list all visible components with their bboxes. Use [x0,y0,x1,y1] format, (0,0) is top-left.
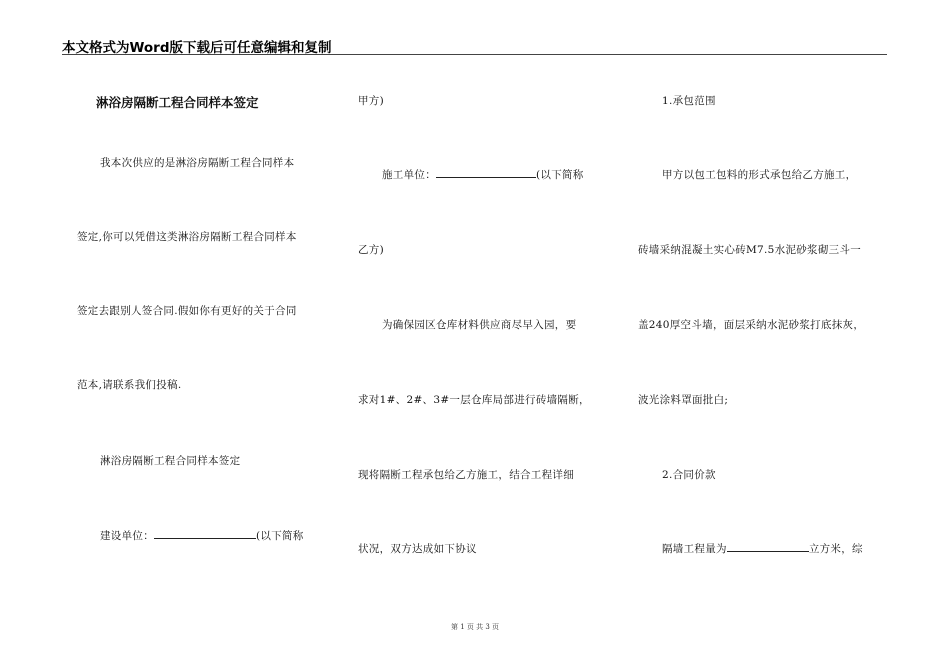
text-column-1 [78,0,318,672]
paragraph-line: 现将隔断工程承包给乙方施工，结合工程详细 [358,469,574,481]
party-a-blank-field [154,528,256,539]
party-b-blank-field [436,167,536,178]
party-a-suffix: (以下简称 [256,530,304,542]
party-a-label: 建设单位： [100,530,154,542]
quantity-suffix: 立方米，综 [808,543,863,555]
quantity-line [638,541,912,556]
quantity-label: 隔墙工程量为 [662,543,727,555]
party-b-label: 施工单位： [382,169,436,181]
party-b-line [358,167,632,182]
subtitle-line: 淋浴房隔断工程合同样本签定 [100,455,241,467]
paragraph-line: 为确保园区仓库材料供应商尽早入园，要 [382,319,577,331]
text-column-3 [638,0,878,672]
paragraph-line: 范本,请联系我们投稿. [77,379,182,391]
text-column-2 [358,0,598,672]
paragraph-line: 求对1#、2#、3#一层仓库局部进行砖墙隔断， [358,394,590,406]
party-b-suffix: (以下简称 [536,169,584,181]
document-header-title: 本文格式为Word版下载后可任意编辑和复制 [62,40,332,56]
paragraph-line: 乙方) [358,244,384,256]
paragraph-line: 砖墙采纳混凝土实心砖M7.5水泥砂浆砌三斗一 [638,244,862,256]
paragraph-line: 我本次供应的是淋浴房隔断工程合同样本 [100,157,295,169]
paragraph-line: 签定去跟别人签合同.假如你有更好的关于合同 [77,305,297,317]
party-a-line [78,528,350,543]
paragraph-line: 波光涂料罩面批白; [638,394,729,406]
paragraph-line: 状况，双方达成如下协议 [358,543,477,555]
paragraph-line: 签定,你可以凭借这类淋浴房隔断工程合同样本 [77,231,297,243]
paragraph-line: 盖240厚空斗墙，面层采纳水泥砂浆打底抹灰， [638,319,865,331]
contract-title: 淋浴房隔断工程合同样本签定 [96,95,259,110]
page-number: 第 1 页 共 3 页 [450,623,500,631]
paragraph-line: 甲方以包工包料的形式承包给乙方施工， [662,169,857,181]
quantity-blank-field [727,541,809,552]
section-heading: 1.承包范围 [662,95,716,107]
section-heading: 2.合同价款 [662,469,716,481]
paragraph-line: 甲方) [358,95,384,107]
